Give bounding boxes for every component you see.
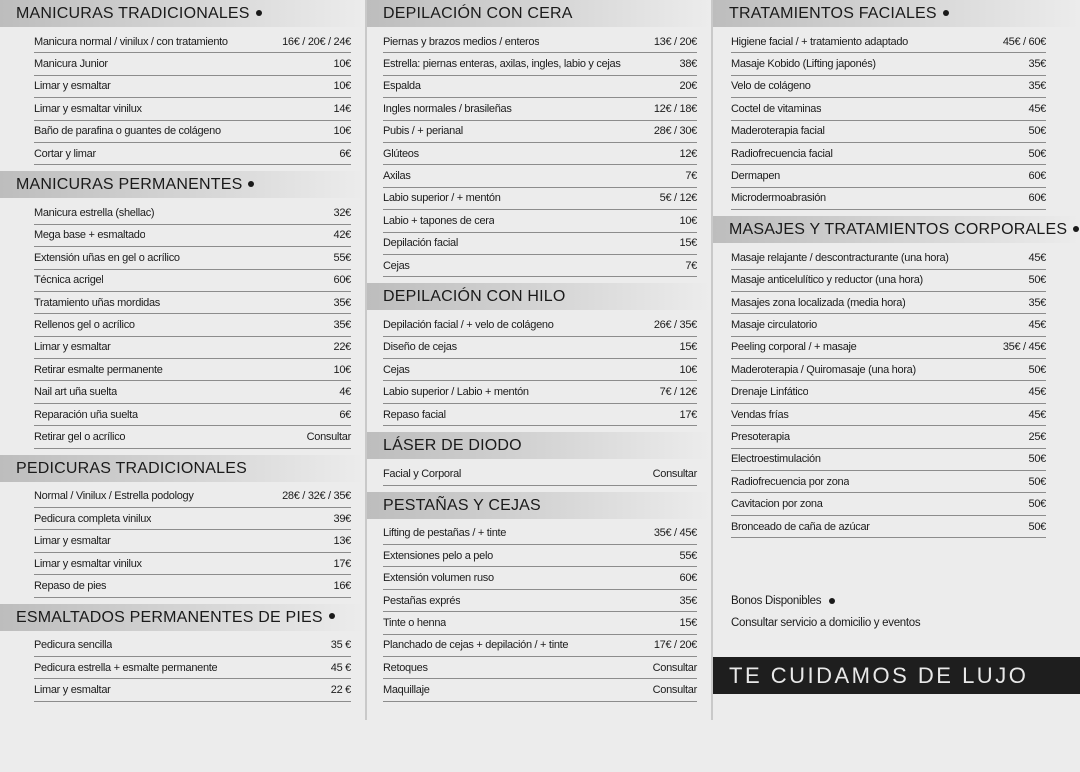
price-row <box>383 567 697 589</box>
service-name: Baño de parafina o guantes de colágeno <box>34 125 221 138</box>
price-row <box>34 657 351 679</box>
price-row <box>731 426 1046 448</box>
service-price: 35€ <box>333 318 351 331</box>
section-header <box>0 171 365 198</box>
price-row <box>383 165 697 187</box>
bullet-icon <box>829 598 835 604</box>
service-name: Velo de colágeno <box>731 80 811 93</box>
price-row <box>34 143 351 165</box>
service-name: Extensión uñas en gel o acrílico <box>34 251 180 264</box>
section-title: PEDICURAS TRADICIONALES <box>16 459 248 477</box>
service-price: 35€ <box>1028 80 1046 93</box>
price-row <box>34 359 351 381</box>
service-name: Mega base + esmaltado <box>34 229 146 242</box>
price-row <box>383 657 697 679</box>
bonos-text: Bonos Disponibles <box>731 595 822 607</box>
service-name: Labio superior / Labio + mentón <box>383 386 529 399</box>
price-row <box>731 471 1046 493</box>
service-price: 28€ / 32€ / 35€ <box>282 490 351 503</box>
service-name: Axilas <box>383 170 411 183</box>
price-row <box>731 404 1046 426</box>
price-row <box>34 679 351 701</box>
section-header <box>713 216 1080 243</box>
footer-info <box>731 590 920 634</box>
service-name: Cavitacion por zona <box>731 498 823 511</box>
service-name: Cortar y limar <box>34 147 96 160</box>
price-row <box>383 121 697 143</box>
service-price: 42€ <box>333 229 351 242</box>
price-row <box>731 143 1046 165</box>
bullet-icon <box>1073 226 1079 232</box>
price-row <box>383 188 697 210</box>
price-row <box>383 233 697 255</box>
price-row <box>34 553 351 575</box>
service-name: Radiofrecuencia por zona <box>731 475 850 488</box>
price-row <box>383 359 697 381</box>
service-name: Planchado de cejas + depilación / + tinte <box>383 639 569 652</box>
service-name: Maderoterapia / Quiromasaje (una hora) <box>731 363 916 376</box>
service-name: Técnica acrigel <box>34 274 104 287</box>
service-name: Electroestimulación <box>731 453 821 466</box>
service-price: 17€ <box>333 557 351 570</box>
price-row <box>34 76 351 98</box>
price-row <box>34 486 351 508</box>
service-name: Masaje circulatorio <box>731 318 818 331</box>
service-name: Presoterapia <box>731 430 790 443</box>
section-header <box>367 492 711 519</box>
price-row <box>34 635 351 657</box>
service-price: 39€ <box>333 512 351 525</box>
service-name: Depilación facial / + velo de colágeno <box>383 318 554 331</box>
service-name: Masaje anticelulítico y reductor (una hora) <box>731 274 923 287</box>
section-title: LÁSER DE DIODO <box>383 437 522 455</box>
service-name: Maquillaje <box>383 684 430 697</box>
price-row <box>383 98 697 120</box>
service-price: Consultar <box>652 467 697 480</box>
service-price: 35€ <box>333 296 351 309</box>
service-name: Labio superior / + mentón <box>383 192 501 205</box>
price-row <box>34 314 351 336</box>
service-price: 5€ / 12€ <box>659 192 697 205</box>
section-header <box>0 455 365 482</box>
price-row <box>731 31 1046 53</box>
menu-section <box>713 216 1080 538</box>
price-row <box>383 590 697 612</box>
section-title: MASAJES Y TRATAMIENTOS CORPORALES <box>729 221 1068 239</box>
price-row <box>731 76 1046 98</box>
service-price: 17€ <box>679 408 697 421</box>
price-row <box>34 575 351 597</box>
bullet-icon <box>256 10 262 16</box>
price-column-3 <box>713 0 1080 688</box>
service-name: Manicura Junior <box>34 58 108 71</box>
service-name: Masajes zona localizada (media hora) <box>731 296 906 309</box>
service-price: 45€ <box>1028 102 1046 115</box>
service-name: Maderoterapia facial <box>731 125 825 138</box>
service-price: 50€ <box>1028 147 1046 160</box>
service-price: 60€ <box>1028 170 1046 183</box>
price-row <box>34 53 351 75</box>
service-price: 20€ <box>679 80 697 93</box>
price-row <box>383 314 697 336</box>
service-price: 38€ <box>679 58 697 71</box>
service-name: Facial y Corporal <box>383 467 462 480</box>
service-price: 35€ / 45€ <box>653 527 697 540</box>
service-name: Reparación uña suelta <box>34 408 138 421</box>
domicilio-text: Consultar servicio a domicilio y eventos <box>731 617 921 629</box>
service-price: 32€ <box>333 207 351 220</box>
section-header <box>0 0 365 27</box>
menu-section <box>0 604 365 702</box>
service-name: Glúteos <box>383 147 419 160</box>
service-name: Lifting de pestañas / + tinte <box>383 527 507 540</box>
service-name: Manicura normal / vinilux / con tratamiento <box>34 35 228 48</box>
service-price: 45€ <box>1028 386 1046 399</box>
service-name: Masaje Kobido (Lifting japonés) <box>731 58 876 71</box>
service-name: Retirar esmalte permanente <box>34 363 163 376</box>
service-price: 28€ / 30€ <box>653 125 697 138</box>
price-row <box>731 381 1046 403</box>
service-price: 6€ <box>339 147 351 160</box>
service-price: 10€ <box>333 125 351 138</box>
service-name: Bronceado de caña de azúcar <box>731 520 870 533</box>
service-price: 50€ <box>1028 274 1046 287</box>
service-name: Radiofrecuencia facial <box>731 147 833 160</box>
service-name: Peeling corporal / + masaje <box>731 341 857 354</box>
service-name: Pedicura sencilla <box>34 639 113 652</box>
price-row <box>34 225 351 247</box>
price-row <box>34 292 351 314</box>
service-name: Retoques <box>383 661 428 674</box>
service-price: 35€ <box>1028 296 1046 309</box>
menu-section <box>367 0 711 277</box>
menu-section <box>367 492 711 702</box>
service-name: Dermapen <box>731 170 780 183</box>
section-header <box>0 604 365 631</box>
section-title: TRATAMIENTOS FACIALES <box>729 5 937 22</box>
service-price: 25€ <box>1028 430 1046 443</box>
service-name: Labio + tapones de cera <box>383 214 495 227</box>
service-price: 50€ <box>1028 498 1046 511</box>
price-row <box>34 381 351 403</box>
service-name: Depilación facial <box>383 237 458 250</box>
service-price: 45€ <box>1028 318 1046 331</box>
service-price: 35€ <box>1028 58 1046 71</box>
price-row <box>383 143 697 165</box>
price-row <box>731 121 1046 143</box>
price-row <box>383 210 697 232</box>
section-title: MANICURAS PERMANENTES <box>16 176 243 194</box>
service-price: 7€ <box>685 259 697 272</box>
service-name: Espalda <box>383 80 421 93</box>
service-name: Limar y esmaltar <box>34 341 111 354</box>
price-row <box>383 679 697 701</box>
price-row <box>383 53 697 75</box>
service-price: 7€ / 12€ <box>659 386 697 399</box>
price-row <box>731 292 1046 314</box>
price-row <box>731 98 1046 120</box>
price-row <box>34 508 351 530</box>
service-price: 12€ / 18€ <box>653 102 697 115</box>
service-name: Limar y esmaltar vinilux <box>34 102 142 115</box>
price-column-2 <box>367 0 711 708</box>
section-title: DEPILACIÓN CON CERA <box>383 5 573 22</box>
service-price: 26€ / 35€ <box>653 318 697 331</box>
service-name: Ingles normales / brasileñas <box>383 102 512 115</box>
service-price: 16€ / 20€ / 24€ <box>282 35 351 48</box>
service-name: Tratamiento uñas mordidas <box>34 296 160 309</box>
price-row <box>731 314 1046 336</box>
price-row <box>34 337 351 359</box>
slogan-banner: TE CUIDAMOS DE LUJO <box>713 657 1080 694</box>
bullet-icon <box>248 181 254 187</box>
bonos-line <box>731 590 920 612</box>
service-price: 10€ <box>333 58 351 71</box>
service-price: 10€ <box>679 214 697 227</box>
service-name: Piernas y brazos medios / enteros <box>383 35 540 48</box>
price-row <box>731 337 1046 359</box>
service-price: 10€ <box>679 363 697 376</box>
service-name: Repaso de pies <box>34 579 107 592</box>
service-name: Tinte o henna <box>383 616 446 629</box>
service-price: 50€ <box>1028 520 1046 533</box>
service-name: Cejas <box>383 259 410 272</box>
section-title: ESMALTADOS PERMANENTES DE PIES <box>16 608 323 626</box>
service-price: 45€ <box>1028 251 1046 264</box>
price-row <box>383 381 697 403</box>
menu-section <box>0 0 365 165</box>
menu-section <box>0 171 365 448</box>
service-price: 4€ <box>339 386 351 399</box>
service-name: Nail art uña suelta <box>34 386 117 399</box>
section-header <box>367 0 711 27</box>
price-row <box>34 98 351 120</box>
service-price: 13€ / 20€ <box>653 35 697 48</box>
service-name: Pedicura completa vinilux <box>34 512 152 525</box>
service-price: 50€ <box>1028 363 1046 376</box>
service-price: 14€ <box>333 102 351 115</box>
service-name: Retirar gel o acrílico <box>34 430 126 443</box>
menu-section <box>713 0 1080 210</box>
service-name: Rellenos gel o acrílico <box>34 318 135 331</box>
service-name: Masaje relajante / descontracturante (una hora) <box>731 251 949 264</box>
price-row <box>731 53 1046 75</box>
menu-section <box>367 283 711 426</box>
price-row <box>383 255 697 277</box>
price-row <box>383 463 697 485</box>
price-row <box>731 493 1046 515</box>
service-price: 55€ <box>333 251 351 264</box>
service-price: Consultar <box>652 661 697 674</box>
price-row <box>731 516 1046 538</box>
section-title: MANICURAS TRADICIONALES <box>16 5 250 22</box>
service-price: 60€ <box>1028 192 1046 205</box>
section-title: PESTAÑAS Y CEJAS <box>383 496 541 514</box>
service-price: 13€ <box>333 535 351 548</box>
service-name: Drenaje Linfático <box>731 386 809 399</box>
service-price: 45€ / 60€ <box>1002 35 1046 48</box>
service-name: Limar y esmaltar <box>34 684 111 697</box>
service-name: Cejas <box>383 363 410 376</box>
price-row <box>731 188 1046 210</box>
price-row <box>34 530 351 552</box>
service-price: 10€ <box>333 80 351 93</box>
service-price: 55€ <box>679 549 697 562</box>
section-header <box>367 283 711 310</box>
price-row <box>383 635 697 657</box>
section-header <box>713 0 1080 27</box>
service-price: 50€ <box>1028 475 1046 488</box>
menu-section <box>367 432 711 485</box>
service-price: 16€ <box>333 579 351 592</box>
price-row <box>383 76 697 98</box>
price-row <box>383 545 697 567</box>
price-row <box>383 612 697 634</box>
service-price: 45€ <box>1028 408 1046 421</box>
service-price: 22 € <box>330 684 351 697</box>
service-price: 35€ / 45€ <box>1002 341 1046 354</box>
service-price: 17€ / 20€ <box>653 639 697 652</box>
service-price: 6€ <box>339 408 351 421</box>
service-name: Estrella: piernas enteras, axilas, ingles, labio y cejas <box>383 58 621 71</box>
price-row <box>731 449 1046 471</box>
service-name: Repaso facial <box>383 408 446 421</box>
service-price: 7€ <box>685 170 697 183</box>
service-name: Pubis / + perianal <box>383 125 463 138</box>
price-row <box>34 426 351 448</box>
service-name: Pedicura estrella + esmalte permanente <box>34 661 218 674</box>
service-price: 50€ <box>1028 453 1046 466</box>
price-row <box>731 359 1046 381</box>
price-row <box>383 523 697 545</box>
service-price: 45 € <box>330 661 351 674</box>
bullet-icon <box>943 10 949 16</box>
price-row <box>34 404 351 426</box>
service-price: 22€ <box>333 341 351 354</box>
price-row <box>383 404 697 426</box>
service-price: 35 € <box>330 639 351 652</box>
price-row <box>34 247 351 269</box>
service-name: Extensión volumen ruso <box>383 572 494 585</box>
menu-section <box>0 455 365 598</box>
service-price: 60€ <box>333 274 351 287</box>
section-header <box>367 432 711 459</box>
service-name: Vendas frías <box>731 408 789 421</box>
price-row <box>731 270 1046 292</box>
service-name: Limar y esmaltar <box>34 80 111 93</box>
service-price: Consultar <box>652 684 697 697</box>
section-title: DEPILACIÓN CON HILO <box>383 288 566 306</box>
service-price: 35€ <box>679 594 697 607</box>
service-name: Diseño de cejas <box>383 341 457 354</box>
service-price: 10€ <box>333 363 351 376</box>
price-row <box>731 247 1046 269</box>
service-price: 15€ <box>679 616 697 629</box>
price-column-1 <box>0 0 365 708</box>
service-name: Extensiones pelo a pelo <box>383 549 493 562</box>
service-name: Normal / Vinilux / Estrella podology <box>34 490 194 503</box>
service-name: Manicura estrella (shellac) <box>34 207 155 220</box>
price-row <box>34 202 351 224</box>
service-price: 60€ <box>679 572 697 585</box>
service-name: Higiene facial / + tratamiento adaptado <box>731 35 908 48</box>
service-name: Limar y esmaltar vinilux <box>34 557 142 570</box>
service-price: 50€ <box>1028 125 1046 138</box>
service-price: 15€ <box>679 237 697 250</box>
price-row <box>34 121 351 143</box>
price-row <box>34 31 351 53</box>
bullet-icon <box>329 613 335 619</box>
price-row <box>383 337 697 359</box>
price-row <box>383 31 697 53</box>
service-price: 12€ <box>679 147 697 160</box>
service-name: Limar y esmaltar <box>34 535 111 548</box>
service-name: Coctel de vitaminas <box>731 102 822 115</box>
service-name: Microdermoabrasión <box>731 192 826 205</box>
service-price: 15€ <box>679 341 697 354</box>
price-row <box>34 270 351 292</box>
service-name: Pestañas exprés <box>383 594 461 607</box>
price-row <box>731 165 1046 187</box>
service-price: Consultar <box>306 430 351 443</box>
